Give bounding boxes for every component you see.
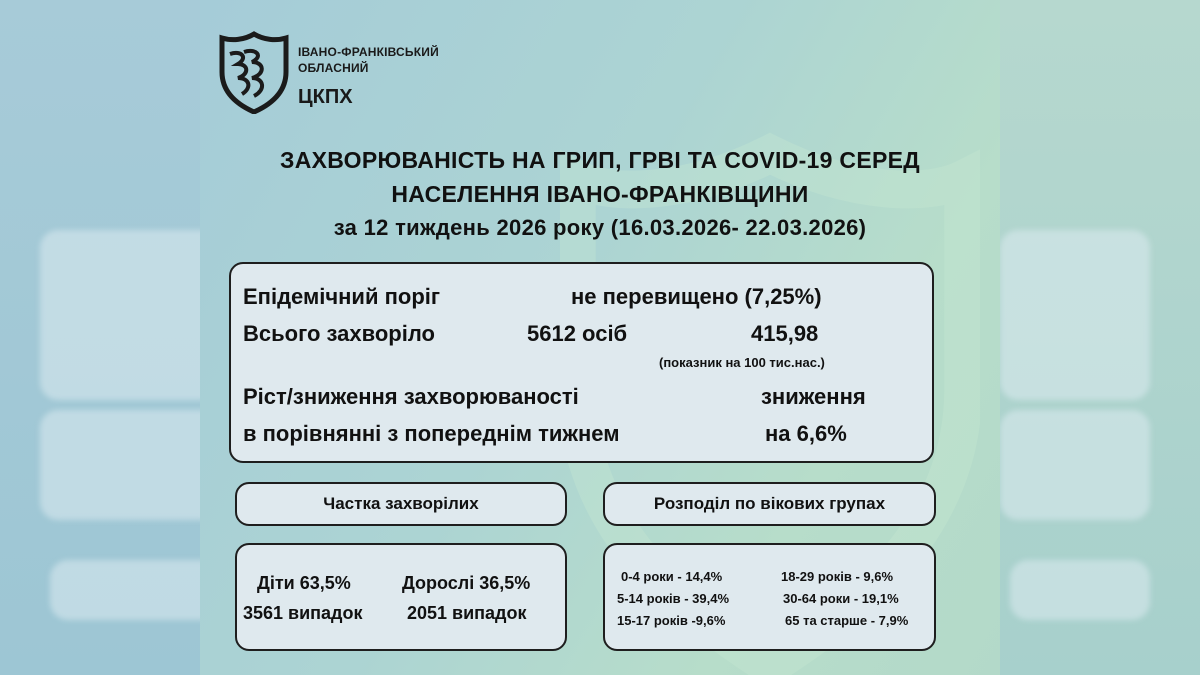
- adults-share: Дорослі 36,5%: [402, 573, 531, 593]
- children-cases: 3561 випадок: [243, 603, 363, 623]
- threshold-label: Епідемічний поріг: [243, 284, 441, 309]
- blurred-card: [50, 560, 200, 620]
- age-heading: Розподіл по вікових групах: [653, 494, 886, 513]
- share-heading-pill: [235, 482, 567, 526]
- adults-cases: 2051 випадок: [407, 603, 527, 623]
- blurred-card: [1000, 230, 1150, 400]
- age-group-item: 0-4 роки - 14,4%: [621, 569, 723, 584]
- age-group-item: 5-14 років - 39,4%: [617, 591, 730, 606]
- organization-name: [298, 44, 439, 110]
- total-rate: 415,98: [751, 321, 819, 346]
- org-name-line1: ІВАНО-ФРАНКІВСЬКИЙ: [298, 45, 439, 59]
- blurred-card: [40, 230, 200, 400]
- age-group-item: 18-29 років - 9,6%: [781, 569, 894, 584]
- blurred-card: [1000, 410, 1150, 520]
- children-share: Діти 63,5%: [257, 573, 351, 593]
- threshold-value: не перевищено (7,25%): [571, 284, 822, 309]
- trend-value-line2: на 6,6%: [765, 421, 847, 446]
- org-name-line2: ОБЛАСНИЙ: [298, 61, 369, 75]
- infographic-poster: [200, 0, 1000, 675]
- title-line2: НАСЕЛЕННЯ ІВАНО-ФРАНКІВЩИНИ: [391, 181, 809, 207]
- blurred-card: [1010, 560, 1150, 620]
- org-abbreviation: ЦКПХ: [298, 86, 353, 108]
- blurred-card: [40, 410, 200, 520]
- trend-label-line2: в порівнянні з попереднім тижнем: [243, 421, 620, 446]
- age-group-item: 30-64 роки - 19,1%: [783, 591, 899, 606]
- share-card: [235, 543, 567, 651]
- shield-logo-icon: [218, 30, 290, 114]
- age-heading-pill: [603, 482, 936, 526]
- total-label: Всього захворіло: [243, 321, 435, 346]
- rate-note: (показник на 100 тис.нас.): [659, 355, 825, 370]
- total-people: 5612 осіб: [527, 321, 628, 346]
- title-period: за 12 тиждень 2026 року (16.03.2026- 22.03.2026): [333, 215, 867, 240]
- age-group-item: 15-17 років -9,6%: [617, 613, 726, 628]
- background-blur-right: [1000, 0, 1200, 675]
- summary-card: [229, 262, 934, 463]
- poster-title: [200, 143, 1000, 245]
- trend-label-line1: Ріст/зниження захворюваності: [243, 384, 579, 409]
- age-group-item: 65 та старше - 7,9%: [785, 613, 909, 628]
- share-heading: Частка захворілих: [323, 494, 479, 513]
- title-line1: ЗАХВОРЮВАНІСТЬ НА ГРИП, ГРВІ ТА COVID-19 СЕРЕД: [280, 147, 920, 173]
- background-blur-left: [0, 0, 200, 675]
- age-groups-card: [603, 543, 936, 651]
- trend-value-line1: зниження: [761, 384, 866, 409]
